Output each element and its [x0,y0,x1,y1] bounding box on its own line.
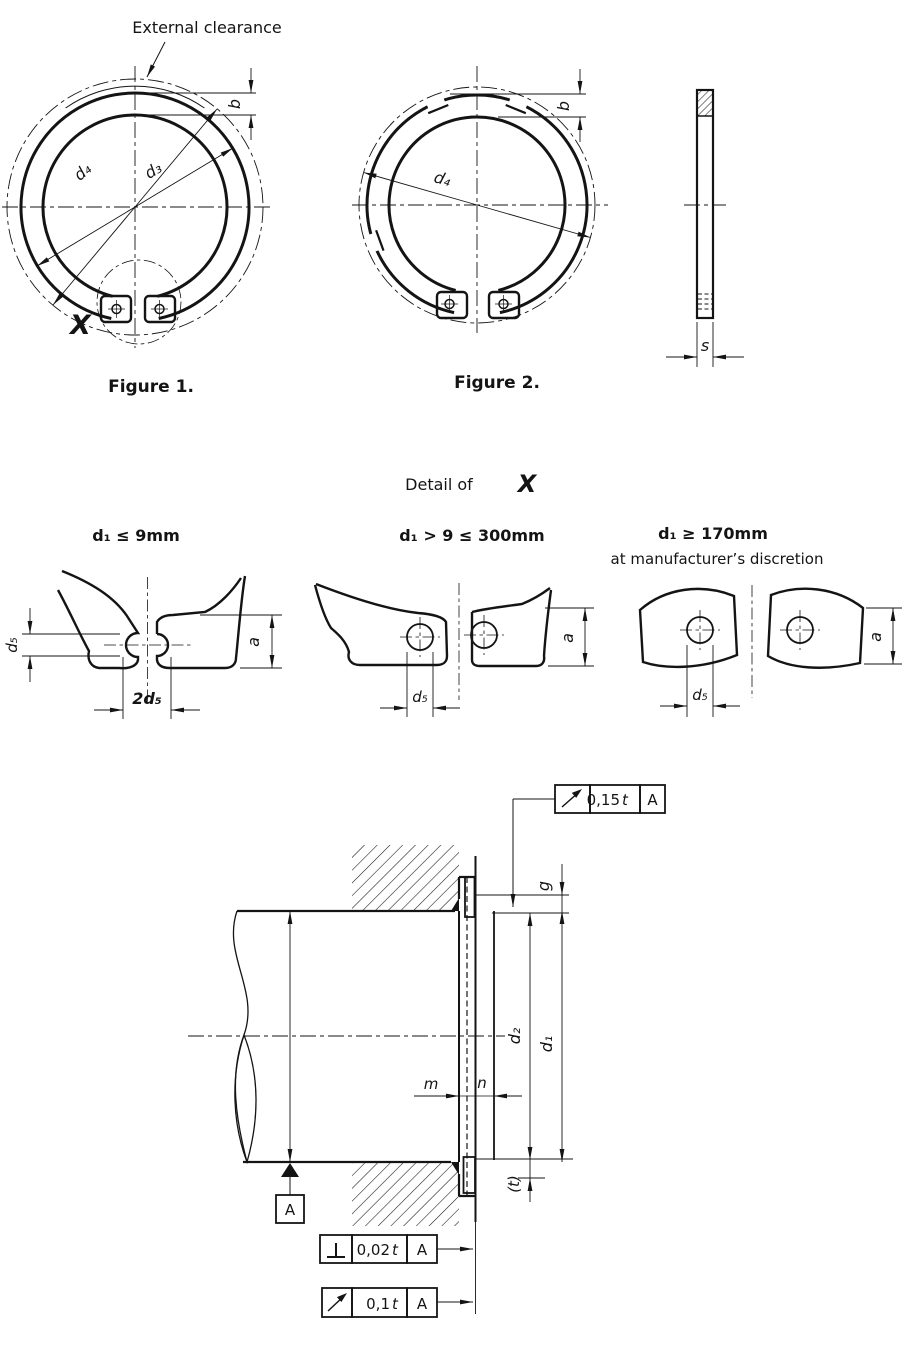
dim-label-d4: d₄ [431,167,454,191]
dim-label-t: (t) [505,1175,523,1193]
dim-label-d5: d₅ [692,686,708,704]
dim-label-m: m [423,1075,439,1093]
tolerance-value: 0,15 [586,791,620,809]
housing-section-top [352,845,459,911]
ring-side-view [666,90,744,367]
variant-1-title: d₁ ≤ 9mm [92,526,180,545]
dim-label-d4: d₄ [70,159,95,185]
frame-datum-ref: A [647,791,658,809]
dim-label-a: a [244,637,263,647]
lug-end-left [58,571,138,668]
lug-end-left [315,584,447,665]
detail-reference-circle [97,260,181,344]
external-clearance-label: External clearance [132,18,282,37]
tolerance-value: 0,1 [366,1295,390,1313]
tolerance-unit: t [392,1295,398,1313]
figure-1-ring-front-view [2,18,282,397]
ring-section-hatch [697,90,713,116]
dim-label-g: g [534,880,553,892]
figure-2-ring-front-view [352,66,608,393]
variant-3-title: d₁ ≥ 170mm [658,524,768,543]
detail-variant-small [3,526,282,719]
shaft-break-line [233,911,248,1162]
lug-end-right [768,589,863,668]
ring-lug-left [437,292,467,318]
circular-runout-icon [328,1293,347,1311]
tolerance-unit: t [622,791,628,809]
tolerance-unit: t [392,1241,398,1259]
installation-section-view [188,785,665,1317]
lug-end-right [157,576,245,668]
figure-2-caption: Figure 2. [454,373,540,393]
dim-label-a: a [866,632,885,642]
frame-datum-ref: A [416,1241,428,1259]
detail-heading [405,470,538,498]
ring-lug-right [489,292,519,318]
variant-2-title: d₁ > 9 ≤ 300mm [399,526,545,545]
dim-label-d3: d₃ [141,157,166,183]
detail-variant-medium [315,526,594,717]
variant-3-subtitle: at manufacturer’s discretion [610,550,824,568]
circular-runout-icon [562,789,582,807]
lug-end-left [640,589,737,667]
feature-frame-perpendicularity [320,1235,473,1263]
dim-label-d2: d₂ [505,1027,524,1045]
detail-heading-label: Detail of [405,475,473,494]
dim-label-b: b [225,98,244,110]
frame-datum-ref: A [416,1295,428,1313]
feature-frame-runout-bottom [322,1288,473,1317]
dim-label-s: s [700,336,710,355]
housing-section-bottom [352,1162,459,1226]
figure-1-caption: Figure 1. [108,377,194,397]
detail-heading-x: X [517,470,537,498]
ring-lug-section-bottom [464,1157,476,1193]
tolerance-value: 0,02 [356,1241,390,1259]
dim-label-a: a [558,633,577,643]
dim-label-d5: d₅ [3,637,21,653]
datum-triangle-icon [281,1163,299,1177]
dim-label-n: n [477,1074,487,1092]
dim-label-b: b [554,100,573,112]
detail-x-marker: X [70,310,91,341]
dim-label-2d5: 2d₅ [132,689,162,708]
dim-label-d1: d₁ [537,1035,556,1053]
detail-variant-large [611,524,902,717]
dim-label-d5: d₅ [412,688,428,706]
ring-side-outline [697,90,713,318]
datum-label: A [284,1201,296,1219]
perpendicularity-icon [327,1243,345,1257]
